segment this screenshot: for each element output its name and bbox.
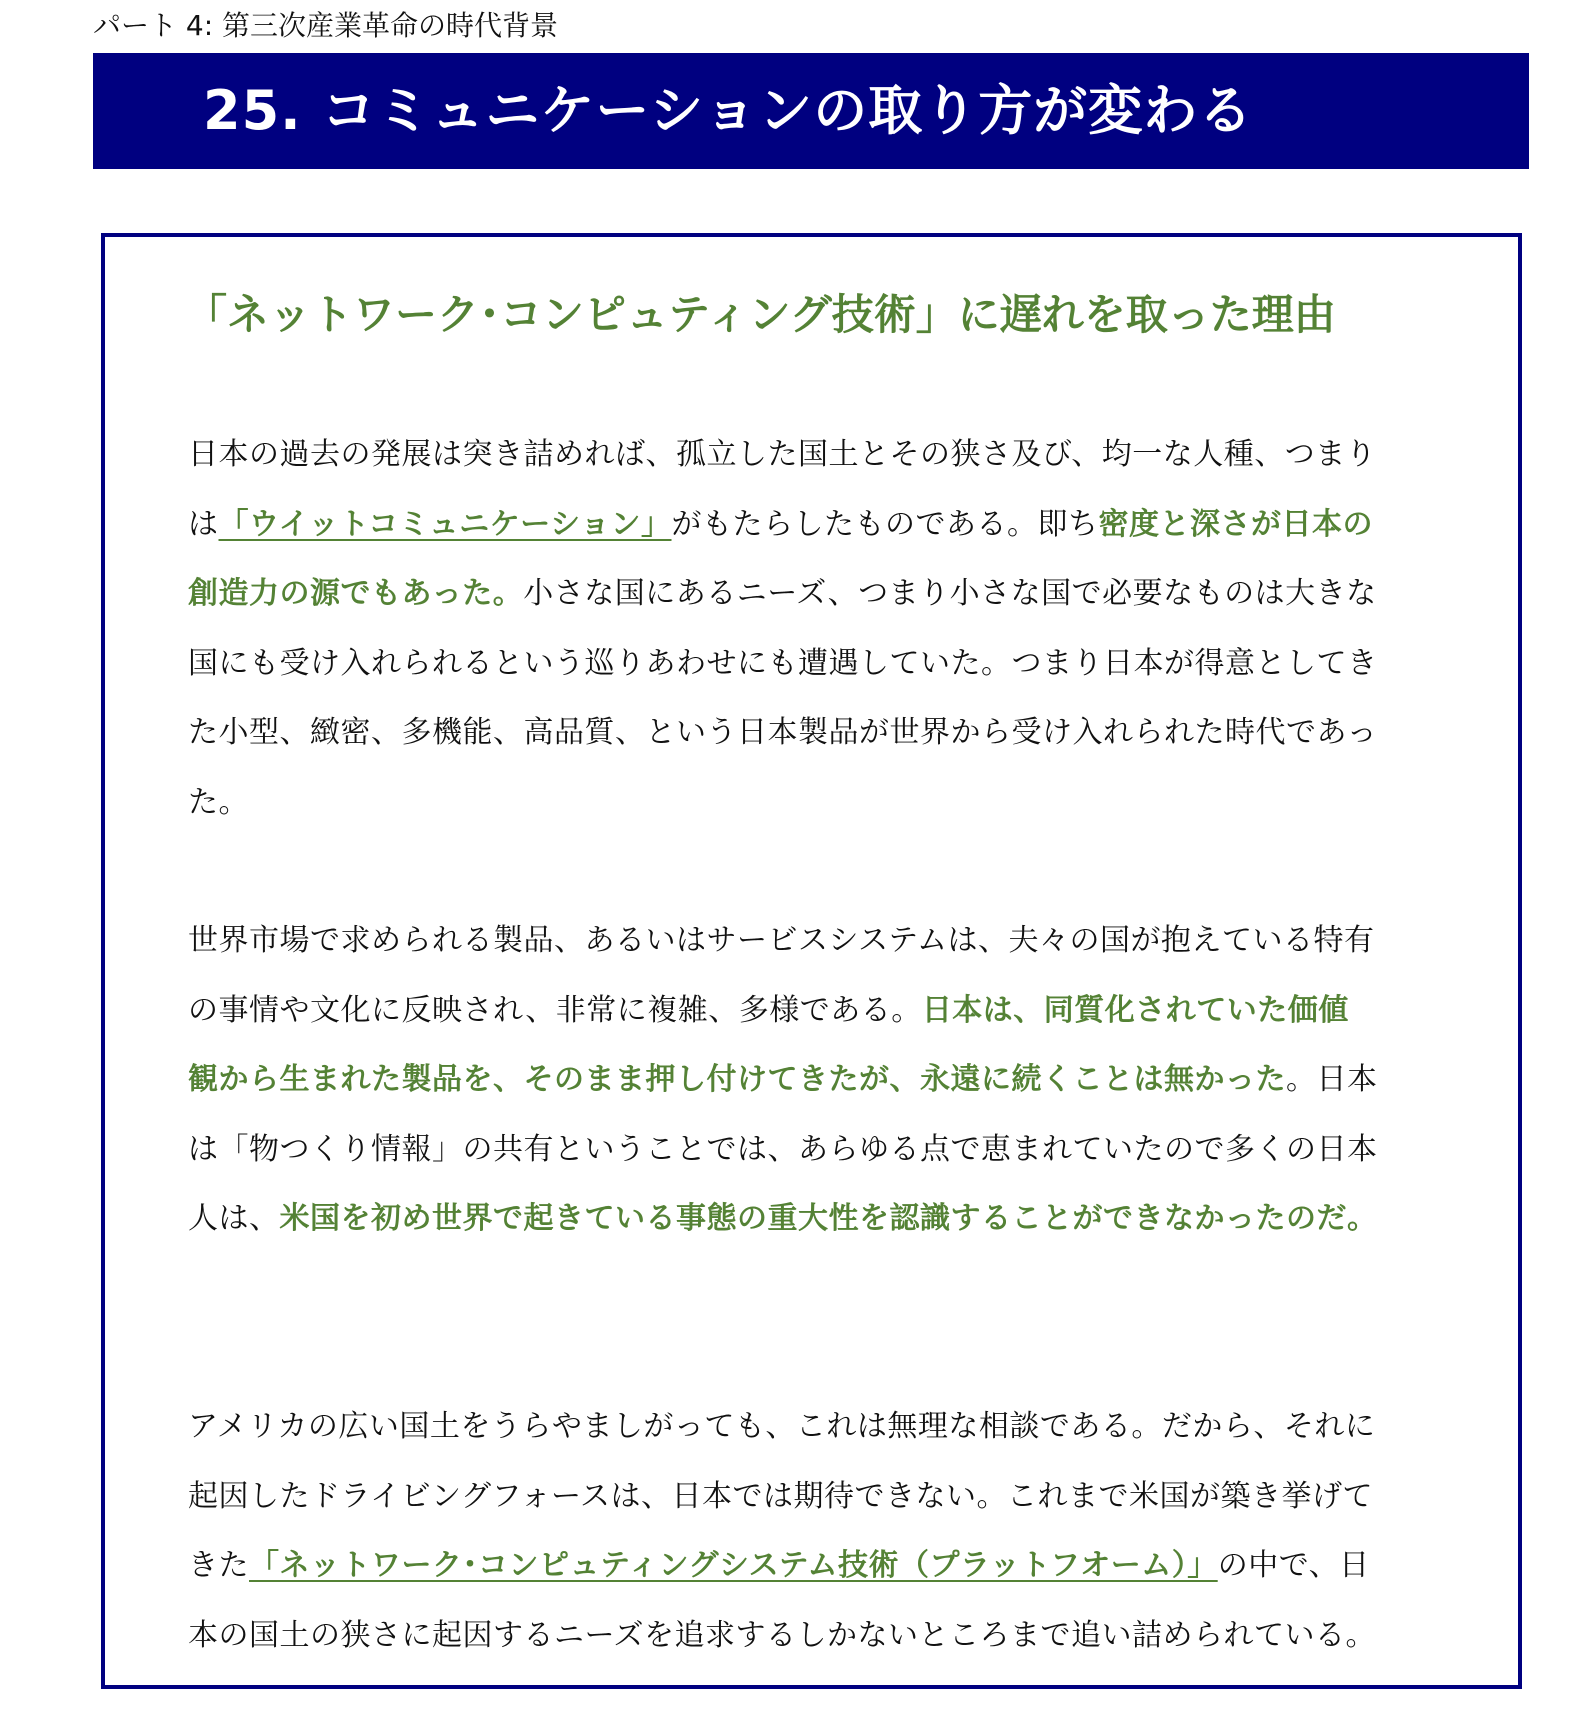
p3-text-1: アメリカの広い国土をうらやましがっても、これは無理な相談である。だから、それに起因したドライビングフォースは、日本では期待できない。これまで米国が築き挙げてきた (188, 1409, 1376, 1583)
section-heading: 「ネットワーク･コンピュティング技術」に遅れを取った理由 (185, 290, 1336, 339)
paragraph-3 (188, 1392, 1378, 1670)
p1-text-2: がもたらしたものである。即ち (671, 506, 1099, 542)
p2-text-1: 世界市場で求められる製品、あるいはサービスシステムは、夫々の国が抱えている特有の事情や文化に反映され、非常に複雑、多様である。 (188, 923, 1375, 1028)
page-title: 25. コミュニケーションの取り方が変わる (203, 79, 1254, 142)
content-box (101, 233, 1522, 1689)
p2-highlight-2: 米国を初め世界で起きている事態の重大性を認識することができなかったのだ。 (279, 1201, 1378, 1236)
paragraph-1 (188, 420, 1378, 837)
paragraph-2 (188, 906, 1378, 1254)
p1-text-3: 小さな国にあるニーズ、つまり小さな国で必要なものは大きな国にも受け入れられるという巡りあわせにも遭遇していた。つまり日本が得意としてきた小型、緻密、多機能、高品質、という日本製品が世界から受け入れられた時代であった。 (188, 576, 1378, 820)
p2-text-2: 。日本は「物つくり情報」の共有ということでは、あらゆる点で恵まれていたので多くの日本人は、 (188, 1062, 1378, 1236)
p3-text-2: の中で、日本の国土の狭さに起因するニーズを追求するしかないところまで追い詰められている。 (188, 1548, 1376, 1653)
p3-highlight-link-1: 「ネットワーク･コンピュティングシステム技術（プラットフオーム）」 (249, 1548, 1218, 1583)
p1-highlight-1: 密度と深さが日本の創造力の源でもあった。 (188, 506, 1373, 611)
title-bar (93, 53, 1529, 169)
p2-highlight-1: 日本は、同質化されていた価値観から生まれた製品を、そのまま押し付けてきたが、永遠に続くことは無かった (188, 992, 1349, 1097)
p1-highlight-link-1: 「ウイットコミュニケーション」 (218, 506, 672, 542)
part-label: パート 4: 第三次産業革命の時代背景 (93, 9, 559, 42)
p1-text-1: 日本の過去の発展は突き詰めれば、孤立した国土とその狭さ及び、均一な人種、つまりは (188, 437, 1377, 542)
